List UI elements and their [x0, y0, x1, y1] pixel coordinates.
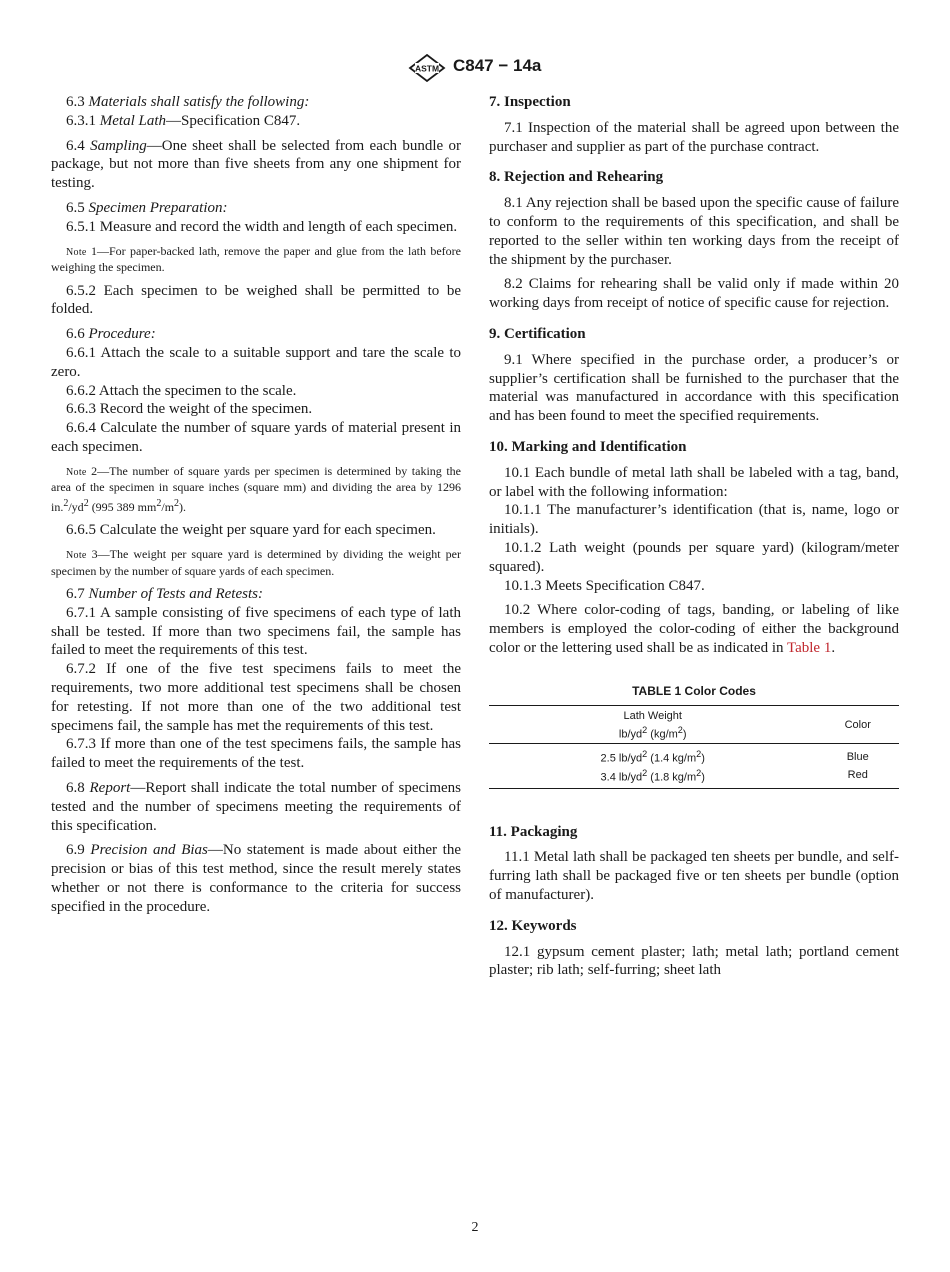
cell-color: Red: [847, 769, 868, 782]
cell-weight: 3.4 $lb/yd^2$ (1.8 $kg/m^2$): [600, 768, 705, 784]
para-12-1: 12.1 gypsum cement plaster; lath; metal lath; portland cement plaster; rib lath; self-furring; sheet lath: [489, 943, 899, 979]
para-6-7-1: 6.7.1 A sample consisting of five specimens of each type of lath shall be tested. If more than two specimens fail, the sample has failed to meet the requirements of this test.: [51, 604, 461, 659]
para-6-4: 6.4 Sampling—One sheet shall be selected from each bundle or package, but not more than five sheets from any one shipment for testing.: [51, 137, 461, 192]
para-6-7-3: 6.7.3 If more than one of the test specimens fails, the sample has failed to meet the requirements of the test.: [51, 736, 461, 772]
header-color: Color: [844, 719, 871, 732]
para-6-5: 6.5 Specimen Preparation:: [66, 199, 228, 216]
section-12-heading: 12. Keywords: [489, 917, 577, 934]
para-6-6: 6.6 Procedure:: [66, 326, 156, 343]
table-row: [489, 744, 899, 766]
table-row: [489, 766, 899, 788]
para-6-3: 6.3 Materials shall satisfy the following:: [66, 94, 310, 110]
right-column: [489, 93, 899, 980]
color-codes-table: [489, 705, 899, 789]
para-6-6-3: 6.6.3 Record the weight of the specimen.: [66, 401, 313, 418]
section-11-heading: 11. Packaging: [489, 823, 578, 840]
cell-color: Blue: [846, 750, 869, 763]
para-6-6-2: 6.6.2 Attach the specimen to the scale.: [66, 382, 297, 399]
para-6-7: 6.7 Number of Tests and Retests:: [66, 586, 263, 603]
para-8-1: 8.1 Any rejection shall be based upon the specific cause of failure to conform to the requirements of this specification, and shall be reported to the seller within ten working days from the receipt of the shipment by the purchaser.: [489, 195, 899, 268]
page-header: [0, 54, 950, 84]
table-1-title: TABLE 1 Color Codes: [632, 683, 756, 698]
section-8-heading: 8. Rejection and Rehearing: [489, 169, 664, 186]
para-6-8: 6.8 Report—Report shall indicate the total number of specimens tested and the number of specimens meeting the requirements of this specification.: [51, 780, 461, 834]
left-column: [51, 93, 461, 917]
para-6-9: 6.9 Precision and Bias—No statement is made about either the precision or bias of this test method, since the result merely states whether or not there is conformance to the criteria for success specified in the procedure.: [51, 842, 461, 915]
note-1: Note 1—For paper-backed lath, remove the paper and glue from the lath before weighing the specimen.: [51, 243, 461, 275]
section-10-heading: 10. Marking and Identification: [489, 438, 687, 455]
section-7-heading: 7. Inspection: [489, 94, 571, 110]
header-lath-weight: Lath Weight $lb/yd^2$ $(kg/m^2)$: [618, 709, 687, 741]
para-6-5-1: 6.5.1 Measure and record the width and length of each specimen.: [66, 218, 458, 235]
para-8-2: 8.2 Claims for rehearing shall be valid only if made within 20 working days from receipt of notice of specific cause for rejection.: [489, 276, 899, 312]
para-6-3-1: 6.3.1 Metal Lath—Specification C847.: [66, 112, 301, 129]
para-9-1: 9.1 Where specified in the purchase order, a producer’s or supplier’s certification shall be furnished to the purchaser that the material was manufactured in accordance with this specification and has been found to meet the specified requirements.: [489, 351, 899, 425]
para-6-6-4: 6.6.4 Calculate the number of square yards of material present in each specimen.: [51, 420, 461, 455]
para-6-5-2: 6.5.2 Each specimen to be weighed shall be permitted to be folded.: [51, 282, 461, 318]
para-11-1: 11.1 Metal lath shall be packaged ten sheets per bundle, and self-furring lath shall be packaged five or ten sheets per bundle (option of manufacturer).: [489, 849, 899, 904]
para-7-1: 7.1 Inspection of the material shall be agreed upon between the purchaser and supplier as part of the purchase contract.: [489, 119, 899, 155]
para-6-7-2: 6.7.2 If one of the five test specimens fails to meet the requirements, two more additional test specimens shall be chosen for retesting. If not more than one of the two additional test specimens fail, the sample has met the requirements of this test.: [51, 661, 461, 734]
astm-logo-icon: [408, 54, 446, 82]
table-header-row: [489, 705, 899, 744]
logo-text: ASTM: [414, 63, 440, 74]
para-10-1-1: 10.1.1 The manufacturer’s identification (that is, name, logo or initials).: [489, 502, 899, 538]
para-10-1-2: 10.1.2 Lath weight (pounds per square yard) (kilogram/meter squared).: [489, 539, 899, 575]
cell-weight: 2.5 $lb/yd^2$ (1.4 $kg/m^2$): [600, 749, 705, 766]
para-6-6-1: 6.6.1 Attach the scale to a suitable support and tare the scale to zero.: [51, 344, 461, 380]
note-2: Note 2—The number of square yards per specimen is determined by taking the area of the specimen in square inches (square mm) and dividing the area by 1296 $in.^2/yd^2$ (995 389 $mm^2/m^2$).: [51, 463, 461, 514]
section-9-heading: 9. Certification: [489, 325, 586, 342]
para-10-2: 10.2 Where color-coding of tags, banding, or labeling of like members is employed the color-coding of either the background color or the lettering used shall be as indicated in Table 1.: [489, 602, 899, 656]
note-3: Note 3—The weight per square yard is determined by dividing the weight per specimen by the number of square yards of each specimen.: [51, 547, 461, 578]
page-number: 2: [471, 1220, 479, 1235]
para-10-1-3: 10.1.3 Meets Specification C847.: [504, 577, 705, 594]
document-designation: C847 − 14a: [453, 56, 542, 75]
para-6-6-5: 6.6.5 Calculate the weight per square yard for each specimen.: [66, 522, 436, 539]
para-10-1: 10.1 Each bundle of metal lath shall be labeled with a tag, band, or label with the following information:: [489, 464, 899, 500]
table-1-link[interactable]: Table 1: [786, 639, 832, 656]
